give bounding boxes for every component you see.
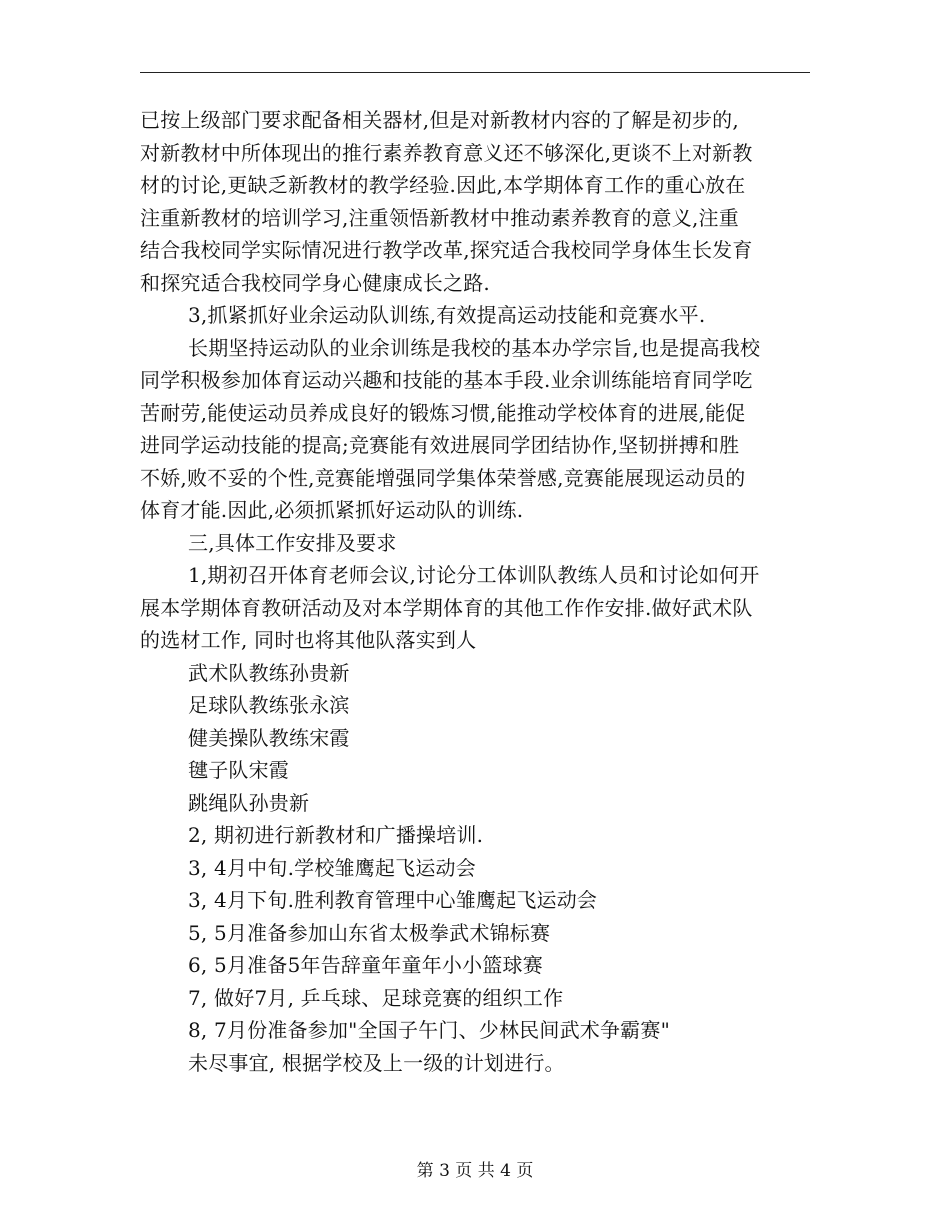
text-line: 和探究适合我校同学身心健康成长之路.: [140, 270, 490, 295]
text-line: 注重新教材的培训学习,注重领悟新教材中推动素养教育的意义,注重: [140, 205, 739, 230]
text-line: 1,期初召开体育老师会议,讨论分工体训队教练人员和讨论如何开: [188, 563, 760, 587]
text-line: 同学积极参加体育运动兴趣和技能的基本手段.业余训练能培育同学吃: [140, 368, 753, 392]
text-line: 5, 5月准备参加山东省太极拳武术锦标赛: [188, 920, 551, 945]
text-line: 毽子队宋霞: [188, 758, 289, 782]
text-line: 不娇,败不妥的个性,竞赛能增强同学集体荣誉感,竞赛能展现运动员的: [140, 465, 746, 490]
text-line: 健美操队教练宋霞: [188, 725, 350, 750]
text-line: 苦耐劳,能使运动员养成良好的锻炼习惯,能推动学校体育的进展,能促: [140, 400, 746, 425]
text-line: 武术队教练孙贵新: [188, 660, 350, 685]
text-line: 长期坚持运动队的业余训练是我校的基本办学宗旨,也是提高我校: [188, 335, 761, 360]
text-line: 未尽事宜, 根据学校及上一级的计划进行。: [188, 1050, 565, 1075]
document-body: [140, 104, 820, 1079]
page-number-footer: 第 3 页 共 4 页: [416, 1161, 534, 1181]
text-line: 体育才能.因此,必须抓紧抓好运动队的训练.: [140, 498, 524, 522]
text-line: 的选材工作, 同时也将其他队落实到人: [140, 628, 477, 652]
text-line: 三,具体工作安排及要求: [188, 530, 397, 555]
text-line: 2, 期初进行新教材和广播操培训.: [188, 823, 484, 847]
text-line: 7, 做好7月, 乒乓球、足球竞赛的组织工作: [188, 985, 564, 1010]
text-line: 跳绳队孙贵新: [188, 790, 310, 815]
text-line: 展本学期体育教研活动及对本学期体育的其他工作作安排.做好武术队: [140, 595, 753, 620]
text-line: 进同学运动技能的提高;竞赛能有效进展同学团结协作,坚韧拼搏和胜: [140, 433, 740, 457]
text-line: 足球队教练张永滨: [188, 693, 350, 717]
text-line: 3, 4月中旬.学校雏鹰起飞运动会: [188, 855, 476, 880]
text-line: 已按上级部门要求配备相关器材,但是对新教材内容的了解是初步的,: [140, 108, 739, 132]
text-line: 材的讨论,更缺乏新教材的教学经验.因此,本学期体育工作的重心放在: [140, 173, 746, 197]
text-line: 对新教材中所体现出的推行素养教育意义还不够深化,更谈不上对新教: [140, 140, 753, 165]
text-line: 8, 7月份准备参加"全国子午门、少林民间武术争霸赛": [188, 1018, 670, 1042]
header-rule: [140, 72, 810, 73]
text-line: 6, 5月准备5年告辞童年童年小小篮球赛: [188, 953, 543, 977]
text-line: 3, 4月下旬.胜利教育管理中心雏鹰起飞运动会: [188, 888, 598, 912]
text-line: 3,抓紧抓好业余运动队训练,有效提高运动技能和竞赛水平.: [188, 303, 706, 327]
text-line: 结合我校同学实际情况进行教学改革,探究适合我校同学身体生长发育: [140, 238, 753, 262]
